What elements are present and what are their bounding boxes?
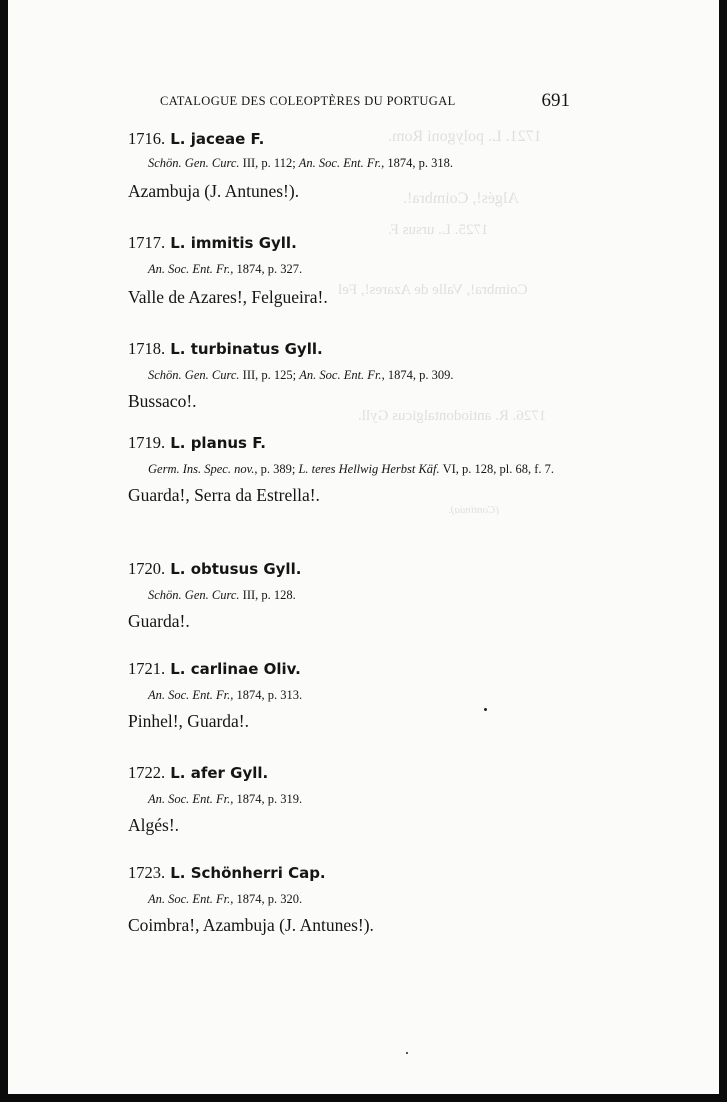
ref-source-2: L. teres Hellwig Herbst Käf.: [298, 462, 440, 476]
species-name: L. carlinae Oliv.: [170, 660, 301, 678]
entry-number: 1719.: [128, 433, 166, 452]
localities: Pinhel!, Guarda!.: [128, 711, 250, 731]
ref-detail: , p. 389;: [254, 462, 299, 476]
species-name: L. Schönherri Cap.: [170, 864, 326, 882]
ref-source-2: An. Soc. Ent. Fr.: [299, 368, 382, 382]
running-title: CATALOGUE DES COLEOPTÈRES DU PORTUGAL: [160, 94, 456, 108]
entry-number: 1718.: [128, 339, 166, 358]
ref-source: Schön. Gen. Curc.: [148, 368, 240, 382]
species-name: L. jaceae F.: [170, 130, 265, 148]
ref-source: Schön. Gen. Curc.: [148, 588, 240, 602]
bleed-through-text: Coimbra!, Valle de Azares!, Fel: [338, 282, 528, 298]
catalogue-entry: [128, 338, 588, 412]
ref-source: Schön. Gen. Curc.: [148, 156, 240, 170]
ref-source: An. Soc. Ent. Fr.: [148, 892, 231, 906]
ref-detail-2: , 1874, p. 318.: [381, 156, 453, 170]
species-name: L. obtusus Gyll.: [170, 560, 302, 578]
entry-heading: [128, 658, 588, 682]
scan-speck: [406, 1052, 408, 1054]
entry-heading: [128, 232, 588, 256]
species-name: L. planus F.: [170, 434, 266, 452]
ref-detail: III, p. 112;: [239, 156, 299, 170]
localities: Valle de Azares!, Felgueira!.: [128, 287, 328, 307]
species-name: L. immitis Gyll.: [170, 234, 297, 252]
bibliographic-reference: [128, 366, 588, 384]
entry-heading: [128, 762, 588, 786]
ref-source: An. Soc. Ent. Fr.: [148, 688, 231, 702]
bleed-through-text: 1721. L. polygoni Rom.: [388, 128, 542, 145]
localities: Guarda!, Serra da Estrella!.: [128, 485, 320, 505]
ref-detail: , 1874, p. 320.: [230, 892, 303, 906]
species-name: L. turbinatus Gyll.: [170, 340, 323, 358]
ref-source-2: An. Soc. Ent. Fr.: [298, 156, 382, 170]
ref-source: An. Soc. Ent. Fr.: [148, 792, 231, 806]
bleed-through-text: 1725. L. ursus F.: [388, 222, 489, 238]
bleed-through-text: (Continúa).: [448, 504, 500, 516]
entry-number: 1721.: [128, 659, 166, 678]
species-name: L. afer Gyll.: [170, 764, 269, 782]
entry-heading: [128, 432, 588, 456]
bibliographic-reference: [128, 154, 588, 172]
entry-heading: [128, 338, 588, 362]
ref-source: An. Soc. Ent. Fr.: [148, 262, 231, 276]
bibliographic-reference: [128, 586, 588, 604]
entry-heading: [128, 862, 588, 886]
localities: Azambuja (J. Antunes!).: [128, 181, 300, 201]
catalogue-entry: [128, 658, 588, 732]
scan-speck: [484, 708, 487, 711]
entry-heading: [128, 128, 588, 152]
bibliographic-reference: [128, 890, 588, 908]
catalogue-entry: [128, 128, 588, 202]
entry-number: 1720.: [128, 559, 166, 578]
ref-detail-2: , 1874, p. 309.: [381, 368, 454, 382]
ref-detail: , 1874, p. 327.: [230, 262, 303, 276]
catalogue-entry: [128, 862, 588, 936]
localities: Bussaco!.: [128, 391, 197, 411]
entry-heading: [128, 558, 588, 582]
ref-detail: , 1874, p. 319.: [230, 792, 303, 806]
entry-number: 1723.: [128, 863, 166, 882]
bibliographic-reference: [128, 790, 588, 808]
catalogue-entry: [128, 432, 588, 506]
bibliographic-reference: [128, 460, 588, 478]
catalogue-entry: [128, 762, 588, 836]
catalogue-entry: [128, 232, 588, 308]
entry-number: 1717.: [128, 233, 166, 252]
page-number: 691: [541, 90, 570, 111]
bleed-through-text: 1726. R. antiodontalgicus Gyll.: [358, 408, 547, 424]
ref-detail: III, p. 125;: [239, 368, 300, 382]
ref-detail: , 1874, p. 313.: [230, 688, 303, 702]
ref-source: Germ. Ins. Spec. nov.: [148, 462, 255, 476]
catalogue-entry: [128, 558, 588, 632]
ref-detail-2: VI, p. 128, pl. 68, f. 7.: [439, 462, 555, 476]
ref-detail: III, p. 128.: [239, 588, 296, 602]
book-page: [8, 0, 719, 1094]
bibliographic-reference: [128, 260, 588, 278]
running-header: [160, 90, 570, 114]
entry-number: 1722.: [128, 763, 166, 782]
entry-number: 1716.: [128, 129, 166, 148]
bibliographic-reference: [128, 686, 588, 704]
bleed-through-text: Algés!, Coimbra!.: [403, 190, 519, 207]
localities: Guarda!.: [128, 611, 190, 631]
localities: Algés!.: [128, 815, 180, 835]
localities: Coimbra!, Azambuja (J. Antunes!).: [128, 915, 374, 935]
